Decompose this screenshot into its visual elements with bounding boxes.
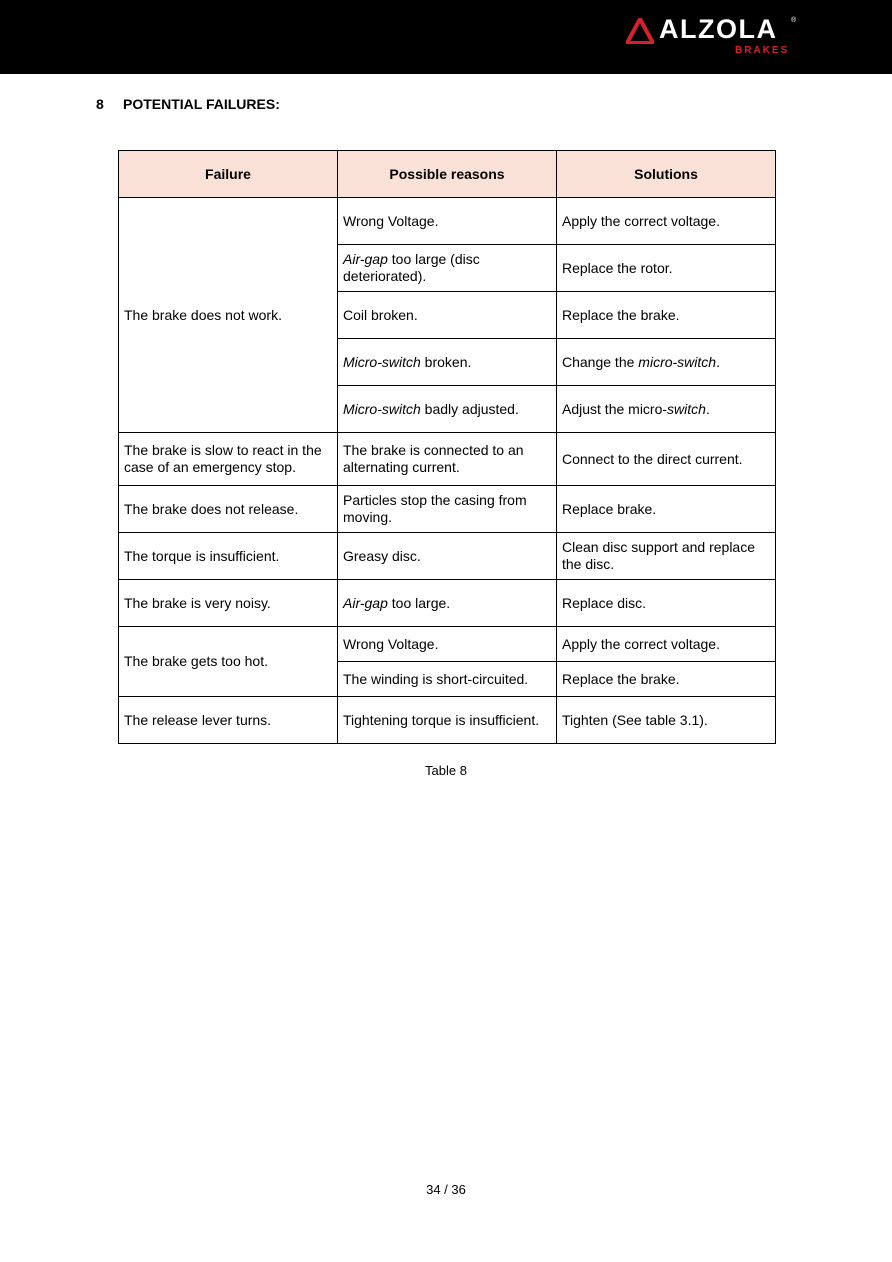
text-run: Tighten (See table 3.1). xyxy=(562,711,708,728)
reason-cell xyxy=(338,292,557,339)
reason-cell xyxy=(338,386,557,433)
solution-cell xyxy=(557,292,776,339)
reason-cell xyxy=(338,627,557,662)
text-run: Adjust the micro- xyxy=(562,400,668,417)
reason-cell xyxy=(338,433,557,486)
column-header: Possible reasons xyxy=(338,151,557,198)
italic-text: switch xyxy=(667,400,706,417)
registered-mark: ® xyxy=(791,17,797,24)
text-run: . xyxy=(705,400,710,417)
text-run: The winding is short-circuited. xyxy=(343,670,529,687)
text-run: Greasy disc. xyxy=(343,547,421,564)
text-run: Replace the brake. xyxy=(562,670,680,687)
table-row xyxy=(119,580,776,627)
failure-cell: The brake does not release. xyxy=(119,486,338,533)
brand-name: ALZOLA xyxy=(659,14,778,44)
failure-cell: The brake does not work. xyxy=(119,198,338,433)
table-caption: Table 8 xyxy=(425,763,467,778)
header-bar xyxy=(0,0,892,74)
failures-table xyxy=(118,150,776,744)
text-run: Replace the rotor. xyxy=(562,259,673,276)
solution-cell xyxy=(557,486,776,533)
section-title xyxy=(96,96,280,112)
reason-cell xyxy=(338,662,557,697)
table-row xyxy=(119,533,776,580)
text-run: Connect to the direct current. xyxy=(562,450,743,467)
solution-cell xyxy=(557,697,776,744)
solution-cell xyxy=(557,662,776,697)
reason-cell xyxy=(338,339,557,386)
text-run: Wrong Voltage. xyxy=(343,635,439,652)
solution-cell xyxy=(557,533,776,580)
table-row xyxy=(119,486,776,533)
failure-cell: The brake is very noisy. xyxy=(119,580,338,627)
section-number: 8 xyxy=(96,96,104,112)
solution-cell xyxy=(557,339,776,386)
text-run: Wrong Voltage. xyxy=(343,212,439,229)
table-row xyxy=(119,433,776,486)
text-run: broken. xyxy=(420,353,472,370)
table-header-row xyxy=(119,151,776,198)
text-run: Replace disc. xyxy=(562,594,647,611)
text-run: . xyxy=(716,353,720,370)
text-run: The brake is connected to an alternating current. xyxy=(343,442,524,475)
page-number: 34 / 36 xyxy=(426,1182,466,1197)
failure-cell: The brake is slow to react in the case of an emergency stop. xyxy=(119,433,338,486)
failure-cell: The brake gets too hot. xyxy=(119,627,338,697)
text-run: Tightening torque is insufficient. xyxy=(343,711,540,728)
text-run: badly adjusted. xyxy=(420,400,519,417)
text-run: Replace the brake. xyxy=(562,306,680,323)
solution-cell xyxy=(557,198,776,245)
reason-cell xyxy=(338,697,557,744)
text-run: Clean disc support and replace the disc. xyxy=(562,539,756,572)
table-row xyxy=(119,198,776,245)
table-body xyxy=(119,198,776,744)
brand-subtitle: BRAKES xyxy=(735,45,790,56)
solution-cell xyxy=(557,627,776,662)
text-run: Replace brake. xyxy=(562,500,657,517)
reason-cell xyxy=(338,486,557,533)
text-run: Particles stop the casing from moving. xyxy=(343,492,527,525)
text-run: Coil broken. xyxy=(343,306,418,323)
solution-cell xyxy=(557,433,776,486)
table-row xyxy=(119,627,776,662)
table-row xyxy=(119,697,776,744)
reason-cell xyxy=(338,533,557,580)
triangle-logo-icon xyxy=(626,18,654,44)
text-run: too large. xyxy=(387,594,451,611)
failure-cell: The release lever turns. xyxy=(119,697,338,744)
solution-cell xyxy=(557,580,776,627)
alzola-logo xyxy=(626,16,806,60)
reason-cell xyxy=(338,580,557,627)
column-header: Failure xyxy=(119,151,338,198)
solution-cell xyxy=(557,245,776,292)
text-run: Apply the correct voltage. xyxy=(562,635,720,652)
failure-cell: The torque is insufficient. xyxy=(119,533,338,580)
reason-cell xyxy=(338,245,557,292)
reason-cell xyxy=(338,198,557,245)
italic-text: Air-gap xyxy=(343,594,388,611)
italic-text: micro-switch xyxy=(638,353,717,370)
section-heading: POTENTIAL FAILURES: xyxy=(123,96,280,112)
text-run: Apply the correct voltage. xyxy=(562,212,720,229)
column-header: Solutions xyxy=(557,151,776,198)
italic-text: Micro-switch xyxy=(343,400,421,417)
italic-text: Micro-switch xyxy=(343,353,421,370)
text-run: Change the xyxy=(562,353,639,370)
solution-cell xyxy=(557,386,776,433)
italic-text: Air-gap xyxy=(343,251,388,267)
text-run: too large (disc deteriorated). xyxy=(343,251,480,284)
